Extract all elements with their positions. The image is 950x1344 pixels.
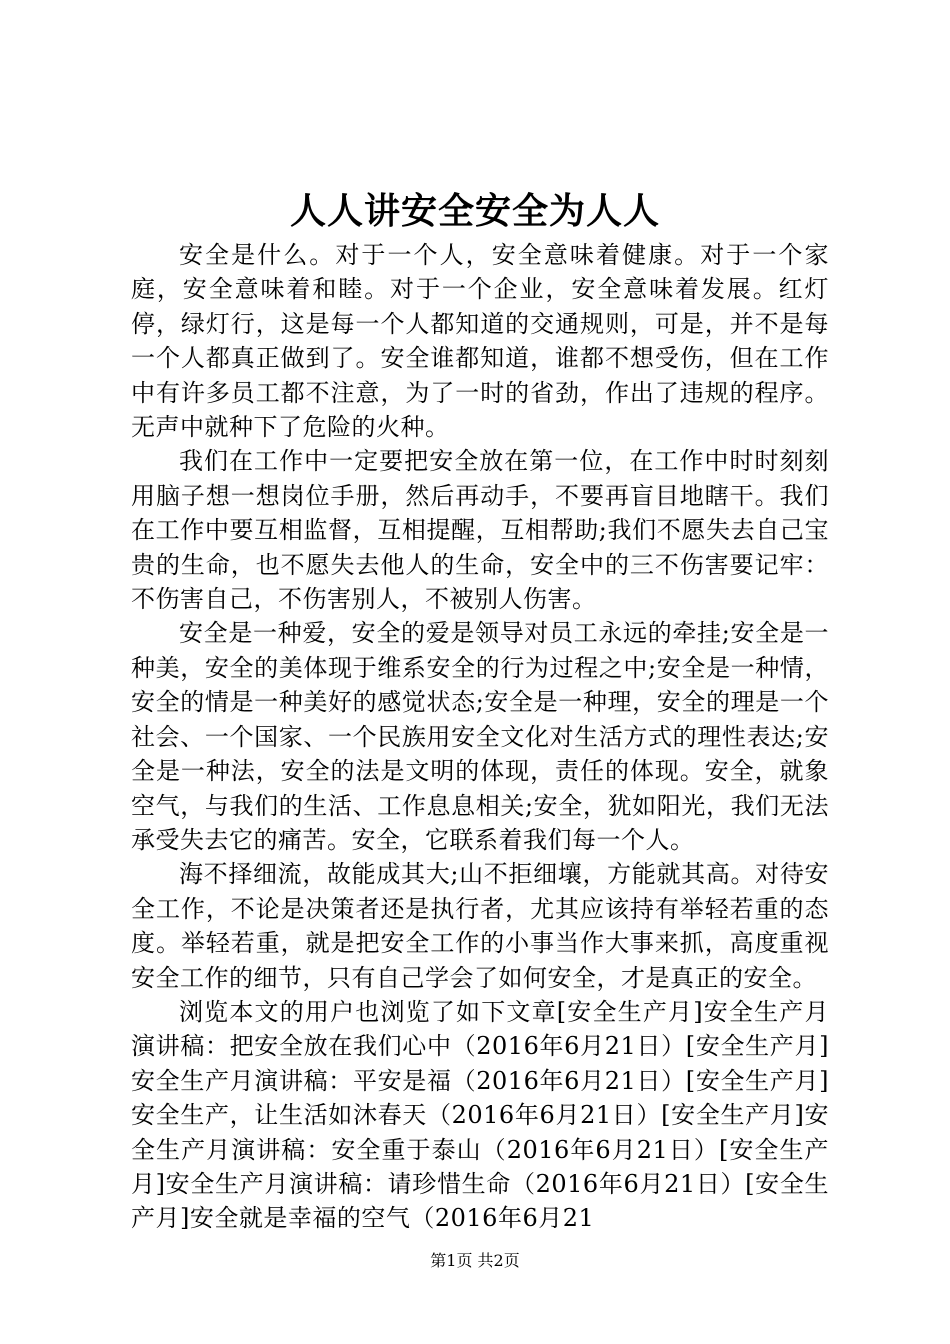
paragraph-2: 我们在工作中一定要把安全放在第一位，在工作中时时刻刻用脑子想一想岗位手册，然后再动手，不要再盲目地瞎干。我们在工作中要互相监督，互相提醒，互相帮助;我们不愿失去自己宝贵的生命，也不愿失去他人的生命，安全中的三不伤害要记牢：不伤害自己，不伤害别人，不被别人伤害。	[131, 447, 829, 614]
paragraph-related-articles: 浏览本文的用户也浏览了如下文章[安全生产月]安全生产月演讲稿：把安全放在我们心中（2016年6月21日）[安全生产月]安全生产月演讲稿：平安是福（2016年6月21日）[安全生产月]安全生产，让生活如沐春天（2016年6月21日）[安全生产月]安全生产月演讲稿：安全重于泰山（2016年6月21日）[安全生产月]安全生产月演讲稿：请珍惜生命（2016年6月21日）[安全生产月]安全就是幸福的空气（2016年6月21	[131, 997, 829, 1233]
page-footer	[0, 1250, 950, 1272]
paragraph-3: 安全是一种爱，安全的爱是领导对员工永远的牵挂;安全是一种美，安全的美体现于维系安全的行为过程之中;安全是一种情，安全的情是一种美好的感觉状态;安全是一种理，安全的理是一个社会、一个国家、一个民族用安全文化对生活方式的理性表达;安全是一种法，安全的法是文明的体现，责任的体现。安全，就象空气，与我们的生活、工作息息相关;安全，犹如阳光，我们无法承受失去它的痛苦。安全，它联系着我们每一个人。	[131, 619, 829, 854]
page-number: 第1页	[430, 1251, 473, 1270]
paragraph-4: 海不择细流，故能成其大;山不拒细壤，方能就其高。对待安全工作，不论是决策者还是执行者，尤其应该持有举轻若重的态度。举轻若重，就是把安全工作的小事当作大事来抓，高度重视安全工作的细节，只有自己学会了如何安全，才是真正的安全。	[131, 860, 829, 992]
document-title: 人人讲安全安全为人人	[289, 190, 660, 232]
paragraph-1: 安全是什么。对于一个人，安全意味着健康。对于一个家庭，安全意味着和睦。对于一个企业，安全意味着发展。红灯停，绿灯行，这是每一个人都知道的交通规则，可是，并不是每一个人都真正做到了。安全谁都知道，谁都不想受伤，但在工作中有许多员工都不注意，为了一时的省劲，作出了违规的程序。无声中就种下了危险的火种。	[131, 241, 829, 442]
page-total: 共2页	[477, 1251, 520, 1270]
document-body	[131, 238, 829, 1236]
